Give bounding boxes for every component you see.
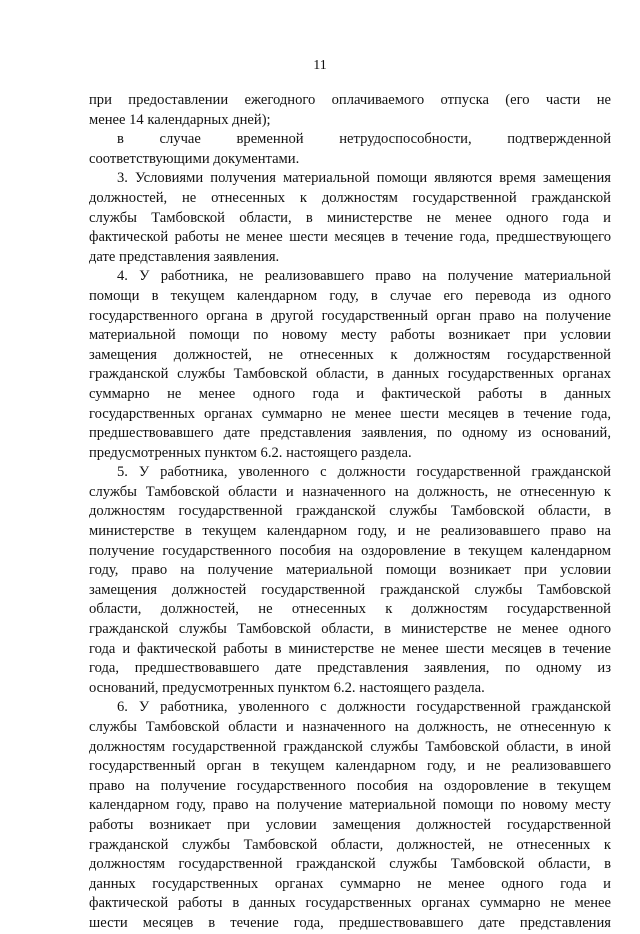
paragraph-p3 <box>89 169 611 267</box>
document-body <box>89 91 611 934</box>
text-line: должностям государственной гражданской службы Тамбовской области, в иной <box>89 738 611 755</box>
text-line: гражданской службы Тамбовской области, в министерстве не менее одного <box>89 621 611 638</box>
text-line: государственный орган в текущем календарном году, и не реализовавшего <box>89 758 611 775</box>
text-line: службы Тамбовской области, в министерстве не менее одного года и <box>89 209 611 226</box>
text-line: суммарно не менее одного года и фактической работы в данных <box>89 385 611 402</box>
text-line: гражданской службы Тамбовской области, в данных государственных органах <box>89 366 611 383</box>
text-line: 6. У работника, уволенного с должности государственной гражданской <box>117 699 611 716</box>
text-line: государственных органах суммарно не менее шести месяцев в течение года, <box>89 405 611 422</box>
text-line: предшествовавшего дате представления заявления, по одному из оснований, <box>89 425 611 442</box>
text-line: предусмотренных пунктом 6.2. настоящего раздела. <box>89 444 412 461</box>
text-line: 4. У работника, не реализовавшего право на получение материальной <box>117 268 611 285</box>
text-line: службы Тамбовской области и назначенного на должность, не отнесенную к <box>89 719 611 735</box>
text-line: службы Тамбовской области и назначенного на должность, не отнесенную к <box>89 483 611 500</box>
text-line: данных государственных органах суммарно не менее одного года и <box>89 875 611 892</box>
text-line: должностям государственной гражданской службы Тамбовской области, в <box>89 503 611 520</box>
paragraph-cont <box>89 91 611 130</box>
text-line: получение государственного пособия на оздоровление в текущем календарном <box>89 542 611 559</box>
text-line: 5. У работника, уволенного с должности государственной гражданской <box>117 464 611 481</box>
text-line: области, должностей, не отнесенных к должностям государственной <box>89 601 611 618</box>
text-line: календарном году, право на получение материальной помощи по новому месту <box>89 797 611 814</box>
paragraph-p6 <box>89 698 611 933</box>
text-line: должностей, не отнесенных к должностям государственной гражданской <box>89 189 611 206</box>
text-line: при предоставлении ежегодного оплачиваемого отпуска (его части не <box>89 92 611 108</box>
text-line: оснований, предусмотренных пунктом 6.2. настоящего раздела. <box>89 679 485 696</box>
text-line: году, право на получение материальной помощи возникает при условии <box>89 562 611 579</box>
text-line: в случае временной нетрудоспособности, подтвержденной <box>117 131 611 148</box>
page-number: 11 <box>313 58 327 73</box>
text-line: должностям государственной гражданской службы Тамбовской области, в <box>89 856 611 873</box>
text-line: министерстве в текущем календарном году, и не реализовавшего право на <box>89 523 611 540</box>
text-line: дате представления заявления. <box>89 248 280 265</box>
text-line: государственного органа в другой государственный орган право на получение <box>89 307 611 324</box>
paragraph-sick <box>89 130 611 169</box>
text-line: 3. Условиями получения материальной помощи являются время замещения <box>117 170 611 187</box>
text-line: право на получение государственного пособия на оздоровление в текущем <box>89 777 611 794</box>
text-line: года и фактической работы в министерстве не менее шести месяцев в течение <box>89 640 611 657</box>
text-line: менее 14 календарных дней); <box>89 111 271 128</box>
text-line: фактической работы в данных государственных органах суммарно не менее <box>89 895 611 912</box>
text-line: замещения должностей, не отнесенных к должностям государственной <box>89 346 611 363</box>
text-line: помощи в текущем календарном году, в случае его перевода из одного <box>89 287 611 304</box>
text-line: соответствующими документами. <box>89 150 300 167</box>
text-line: материальной помощи по новому месту работы возникает при условии <box>89 327 611 344</box>
text-line: гражданской службы Тамбовской области, должностей, не отнесенных к <box>89 836 611 853</box>
text-line: работы возникает при условии замещения должностей государственной <box>89 816 611 833</box>
text-line: фактической работы не менее шести месяцев в течение года, предшествующего <box>89 229 611 246</box>
text-line: года, предшествовавшего дате представления заявления, по одному из <box>89 660 611 677</box>
text-line: замещения должностей государственной гражданской службы Тамбовской <box>89 581 611 598</box>
text-line: шести месяцев в течение года, предшествовавшего дате представления <box>89 914 611 931</box>
paragraph-p4 <box>89 267 611 463</box>
paragraph-p5 <box>89 463 611 698</box>
